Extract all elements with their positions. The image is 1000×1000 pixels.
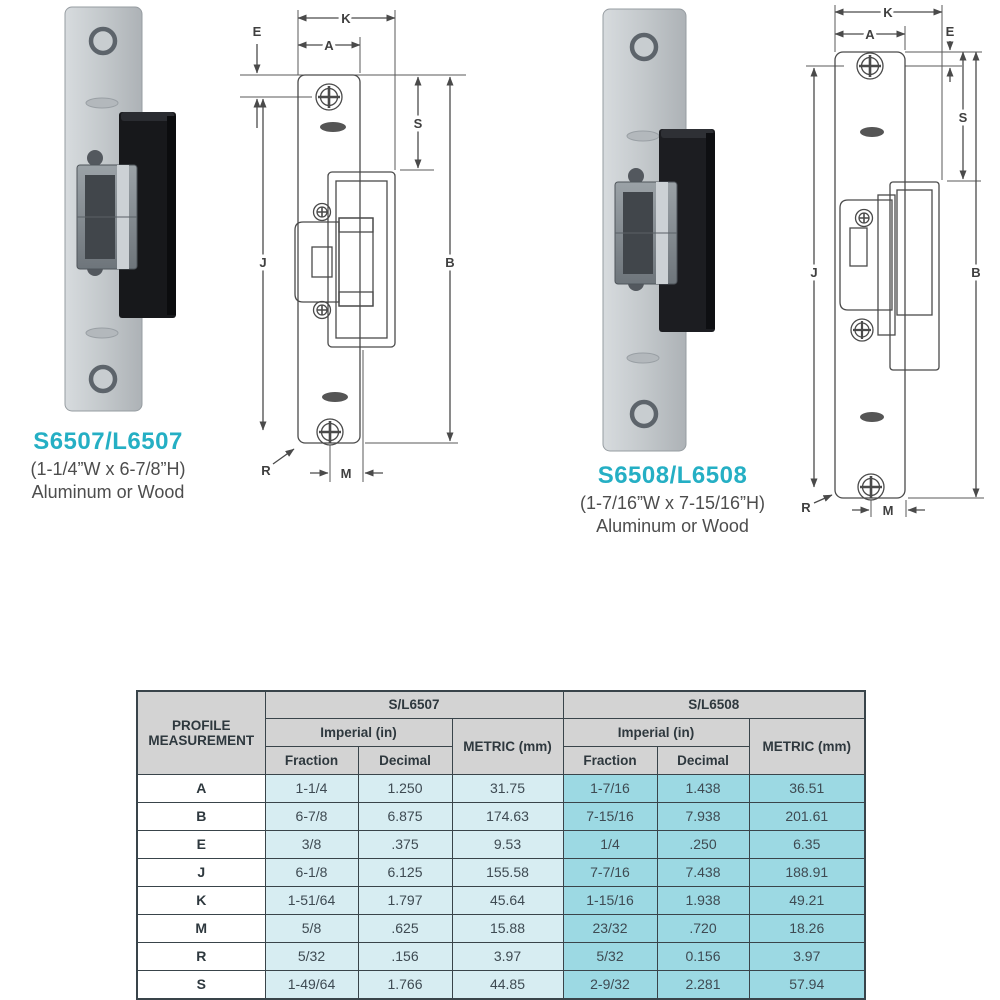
table-cell: 174.63	[452, 802, 563, 830]
table-cell: 3/8	[265, 830, 358, 858]
table-cell: 6.875	[358, 802, 452, 830]
imperial-header: Imperial (in)	[265, 718, 452, 746]
table-cell: 1-1/4	[265, 774, 358, 802]
product-label-6507	[8, 428, 208, 503]
phillips-screw-icon	[316, 84, 342, 110]
dim-label-e: E	[945, 24, 955, 39]
spec-row	[137, 774, 865, 802]
table-cell: 3.97	[452, 942, 563, 970]
table-cell: 3.97	[749, 942, 865, 970]
table-cell: 36.51	[749, 774, 865, 802]
table-cell: 6-7/8	[265, 802, 358, 830]
table-cell: 9.53	[452, 830, 563, 858]
dimension-a	[835, 27, 905, 42]
technical-drawing-6508	[792, 0, 1000, 535]
brand-logo-mark	[320, 122, 346, 132]
table-cell: 2-9/32	[563, 970, 657, 999]
table-cell: 7.438	[657, 858, 749, 886]
table-cell: .625	[358, 914, 452, 942]
dim-label-j: J	[810, 265, 818, 280]
table-cell: 7.938	[657, 802, 749, 830]
brand-logo-mark	[860, 412, 884, 422]
dimension-m	[310, 350, 383, 482]
size-dimensions: (1-1/4”W x 6-7/8”H)	[30, 459, 186, 479]
row-label: A	[137, 774, 265, 802]
table-cell: 1.938	[657, 886, 749, 914]
dimension-s	[400, 77, 434, 170]
table-cell: 201.61	[749, 802, 865, 830]
row-label: K	[137, 886, 265, 914]
oval-impression	[627, 131, 659, 141]
row-label: E	[137, 830, 265, 858]
dim-label-a: A	[865, 27, 875, 42]
table-cell: 49.21	[749, 886, 865, 914]
metric-header: METRIC (mm)	[749, 718, 865, 774]
strike-assembly	[840, 182, 939, 370]
table-cell: .156	[358, 942, 452, 970]
keeper-latch	[615, 182, 677, 284]
phillips-screw-icon	[317, 419, 343, 445]
screw-hole-icon	[91, 367, 115, 391]
fraction-header: Fraction	[563, 746, 657, 774]
dimension-b	[365, 77, 458, 443]
table-cell: 23/32	[563, 914, 657, 942]
screw-hole-icon	[91, 29, 115, 53]
corner-header: PROFILE MEASUREMENT	[137, 691, 265, 774]
dim-label-k: K	[883, 5, 893, 20]
group-header-6508: S/L6508	[563, 691, 865, 718]
screw-hole-icon	[632, 35, 656, 59]
table-cell: 2.281	[657, 970, 749, 999]
material-note: Aluminum or Wood	[596, 516, 749, 536]
table-cell: 1.438	[657, 774, 749, 802]
spec-table	[136, 690, 866, 1000]
row-label: B	[137, 802, 265, 830]
spec-row	[137, 970, 865, 999]
table-cell: 1-7/16	[563, 774, 657, 802]
table-cell: .720	[657, 914, 749, 942]
table-cell: 1-49/64	[265, 970, 358, 999]
imperial-header: Imperial (in)	[563, 718, 749, 746]
dimension-k	[835, 5, 942, 20]
table-cell: 5/32	[563, 942, 657, 970]
dim-label-m: M	[340, 466, 352, 481]
dimension-r	[261, 449, 294, 478]
table-cell: 1-15/16	[563, 886, 657, 914]
table-cell: 6.125	[358, 858, 452, 886]
table-cell: .250	[657, 830, 749, 858]
brand-logo-mark	[322, 392, 348, 402]
dimension-e	[946, 24, 955, 82]
dimension-m	[852, 500, 925, 518]
phillips-screw-icon	[851, 319, 873, 341]
size-dimensions: (1-7/16”W x 7-15/16”H)	[579, 493, 766, 513]
row-label: J	[137, 858, 265, 886]
dim-label-s: S	[958, 110, 968, 125]
dim-label-a: A	[324, 38, 334, 53]
dim-label-r: R	[801, 500, 811, 515]
dimension-r	[801, 495, 832, 515]
product-photo-6507	[55, 5, 190, 417]
fraction-header: Fraction	[265, 746, 358, 774]
dim-label-k: K	[341, 11, 351, 26]
product-label-6508	[545, 462, 800, 537]
dim-label-j: J	[259, 255, 267, 270]
group-header-6507: S/L6507	[265, 691, 563, 718]
dimension-a	[298, 38, 360, 53]
dimension-j	[810, 68, 817, 487]
table-cell: 18.26	[749, 914, 865, 942]
decimal-header: Decimal	[358, 746, 452, 774]
spec-row	[137, 942, 865, 970]
decimal-header: Decimal	[657, 746, 749, 774]
technical-drawing-6507	[240, 0, 470, 500]
model-number: S6508/L6508	[597, 462, 748, 489]
dim-label-m: M	[882, 503, 894, 518]
table-cell: 6.35	[749, 830, 865, 858]
spec-row	[137, 886, 865, 914]
table-cell: 1-51/64	[265, 886, 358, 914]
metric-header: METRIC (mm)	[452, 718, 563, 774]
spec-row	[137, 914, 865, 942]
dim-label-e: E	[252, 24, 262, 39]
table-header-row	[137, 691, 865, 718]
product-photo-6508	[595, 5, 730, 457]
dimension-e	[253, 24, 262, 128]
spec-row	[137, 802, 865, 830]
table-cell: 7-7/16	[563, 858, 657, 886]
table-cell: 1.766	[358, 970, 452, 999]
table-cell: 6-1/8	[265, 858, 358, 886]
phillips-screw-icon	[858, 474, 884, 500]
material-note: Aluminum or Wood	[31, 482, 185, 502]
table-cell: 1.250	[358, 774, 452, 802]
row-label: R	[137, 942, 265, 970]
spec-row	[137, 858, 865, 886]
keeper-latch	[77, 165, 137, 269]
table-cell: 5/8	[265, 914, 358, 942]
table-cell: 5/32	[265, 942, 358, 970]
mounting-screw-icon	[87, 150, 103, 166]
dimension-b	[908, 52, 984, 498]
dim-label-b: B	[971, 265, 981, 280]
oval-impression	[627, 353, 659, 363]
strike-assembly	[295, 172, 395, 347]
dim-label-s: S	[413, 116, 423, 131]
table-cell: 7-15/16	[563, 802, 657, 830]
brand-logo-mark	[860, 127, 884, 137]
table-cell: 44.85	[452, 970, 563, 999]
table-cell: 155.58	[452, 858, 563, 886]
phillips-screw-icon	[857, 53, 883, 79]
phillips-screw-icon	[856, 210, 873, 227]
row-label: M	[137, 914, 265, 942]
table-cell: .375	[358, 830, 452, 858]
table-cell: 1.797	[358, 886, 452, 914]
screw-hole-icon	[632, 402, 656, 426]
model-number: S6507/L6507	[33, 428, 183, 455]
dim-label-r: R	[261, 463, 271, 478]
dimension-j	[259, 99, 266, 430]
table-cell: 31.75	[452, 774, 563, 802]
table-cell: 57.94	[749, 970, 865, 999]
table-cell: 188.91	[749, 858, 865, 886]
spec-row	[137, 830, 865, 858]
row-label: S	[137, 970, 265, 999]
table-cell: 1/4	[563, 830, 657, 858]
oval-impression	[86, 328, 118, 338]
table-cell: 0.156	[657, 942, 749, 970]
table-cell: 45.64	[452, 886, 563, 914]
dim-label-b: B	[445, 255, 455, 270]
oval-impression	[86, 98, 118, 108]
table-cell: 15.88	[452, 914, 563, 942]
dimension-k	[298, 11, 395, 26]
